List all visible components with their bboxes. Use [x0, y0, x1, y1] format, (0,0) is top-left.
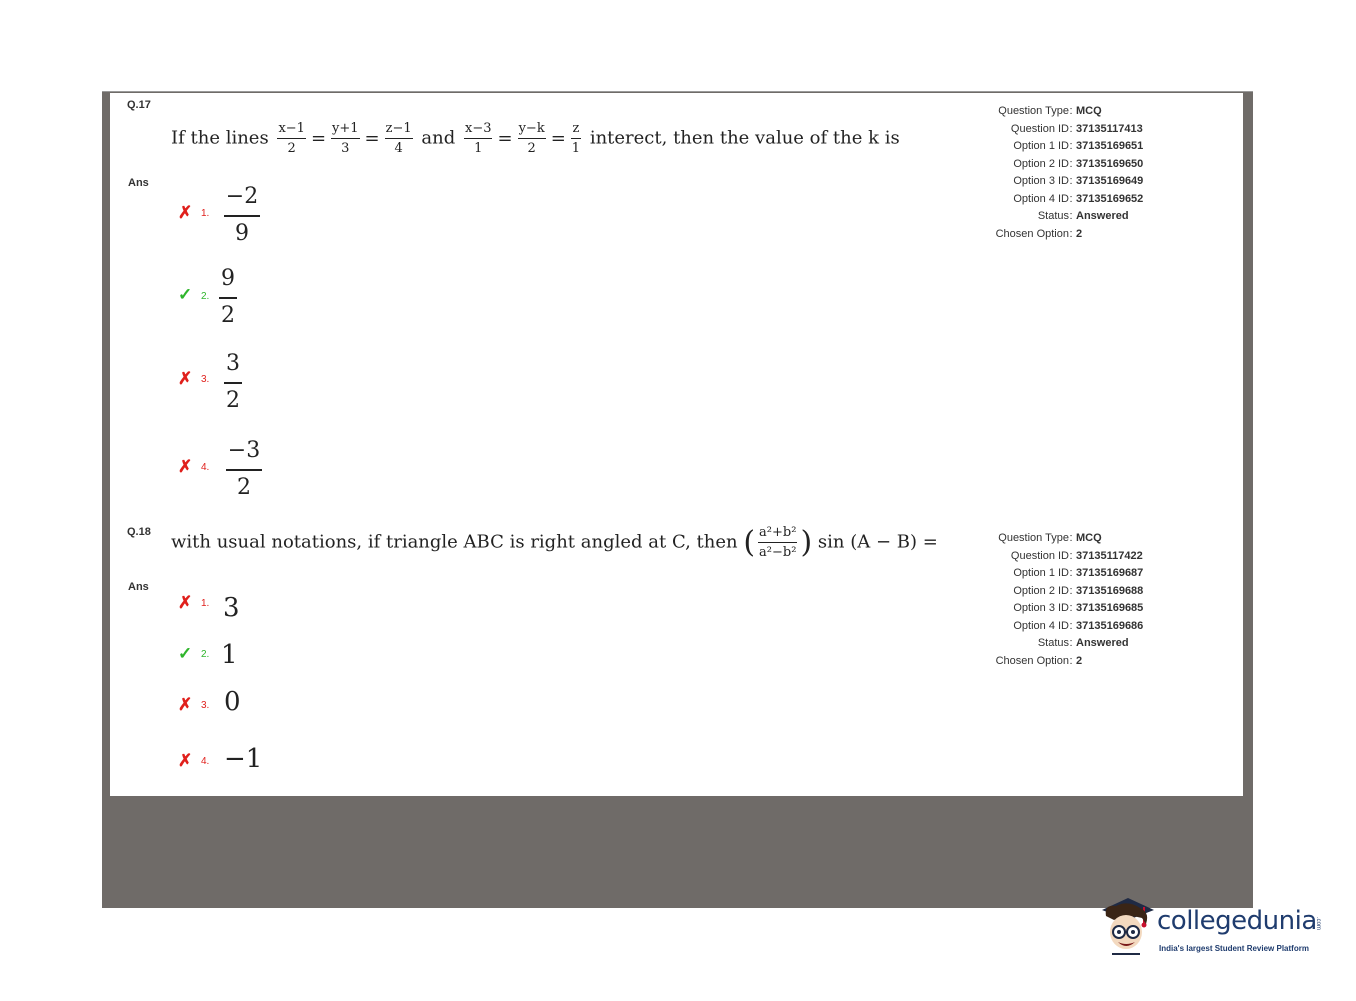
option-4-index: 4.	[201, 756, 210, 767]
question-meta: Question Type : MCQ Question ID : 37135117422 Option 1 ID : 37135169687 Option 2 ID : 37135169688 Option 3 ID : 37135169685 Option 4 ID : 37135169686 Status : Answered Chosen Option : 2	[995, 532, 1144, 667]
fraction-y2: $\frac{y-k}{2}$	[518, 121, 545, 156]
question-text-end: sin (A − B) =	[817, 531, 938, 553]
brand-name: collegedunia	[1157, 906, 1317, 936]
option-2-value: 9 2	[221, 266, 235, 328]
option-2-index: 2.	[201, 649, 210, 660]
option-2-value: 1	[221, 640, 238, 670]
question-text-start: with usual notations, if triangle ABC is right angled at C, then	[171, 531, 738, 553]
fraction-z: $\frac{z-1}{4}$	[385, 121, 412, 156]
option-3-value: 3 2	[226, 351, 240, 413]
question-meta: Question Type : MCQ Question ID : 37135117413 Option 1 ID : 37135169651 Option 2 ID : 37135169650 Option 3 ID : 37135169649 Option 4 ID : 37135169652 Status : Answered Chosen Option : 2	[995, 105, 1144, 240]
fraction-y: $\frac{y+1}{3}$	[332, 121, 359, 156]
joiner-and: and	[421, 127, 456, 149]
option-3-value: 0	[224, 687, 241, 717]
option-3-wrong-mark: ✗	[178, 695, 193, 714]
fraction-x2: $\frac{x-3}{1}$	[464, 121, 492, 156]
question-text-end: interect, then the value of the k is	[589, 127, 900, 149]
option-1-index: 1.	[201, 208, 210, 219]
question-number: Q.17	[127, 99, 151, 111]
ans-label: Ans	[128, 177, 149, 189]
ratio-expression: ( $\frac{\text{a²+b²}}{\text{a²−b²}}$ )	[743, 524, 813, 560]
option-1-index: 1.	[201, 598, 210, 609]
option-4-wrong-mark: ✗	[178, 457, 193, 476]
brand-tagline: India's largest Student Review Platform	[1159, 944, 1309, 953]
option-3-index: 3.	[201, 700, 210, 711]
option-1-wrong-mark: ✗	[178, 203, 193, 222]
option-1-wrong-mark: ✗	[178, 593, 193, 612]
fraction-x: $\frac{x-1}{2}$	[278, 121, 305, 156]
option-4-value: −1	[224, 744, 263, 774]
option-4-value: −3 2	[227, 438, 261, 500]
option-2-correct-mark: ✓	[178, 644, 193, 663]
option-3-index: 3.	[201, 374, 210, 385]
question-text: If the lines $\frac{x-1}{2}$ = $\frac{y+1}{3}$ = $\frac{z-1}{4}$ and $\frac{x-3}{1}$ = $\frac{y-k}{2}$ = $\frac{z}{1}$ interect, then the value of the k is	[171, 121, 900, 156]
option-2-correct-mark: ✓	[178, 285, 193, 304]
option-2-index: 2.	[201, 291, 210, 302]
brand-suffix: .com	[1315, 917, 1321, 931]
option-1-value: 3	[223, 593, 240, 623]
mascot-logo-icon	[1098, 894, 1158, 964]
option-3-wrong-mark: ✗	[178, 369, 193, 388]
question-text-start: If the lines	[171, 127, 269, 149]
ans-label: Ans	[128, 581, 149, 593]
fraction-z2: $\frac{z}{1}$	[571, 121, 581, 156]
question-number: Q.18	[127, 526, 151, 538]
option-1-value: −2 9	[225, 184, 259, 246]
option-4-wrong-mark: ✗	[178, 751, 193, 770]
frame-top-border	[102, 91, 1253, 92]
question-text	[171, 526, 938, 559]
option-4-index: 4.	[201, 462, 210, 473]
